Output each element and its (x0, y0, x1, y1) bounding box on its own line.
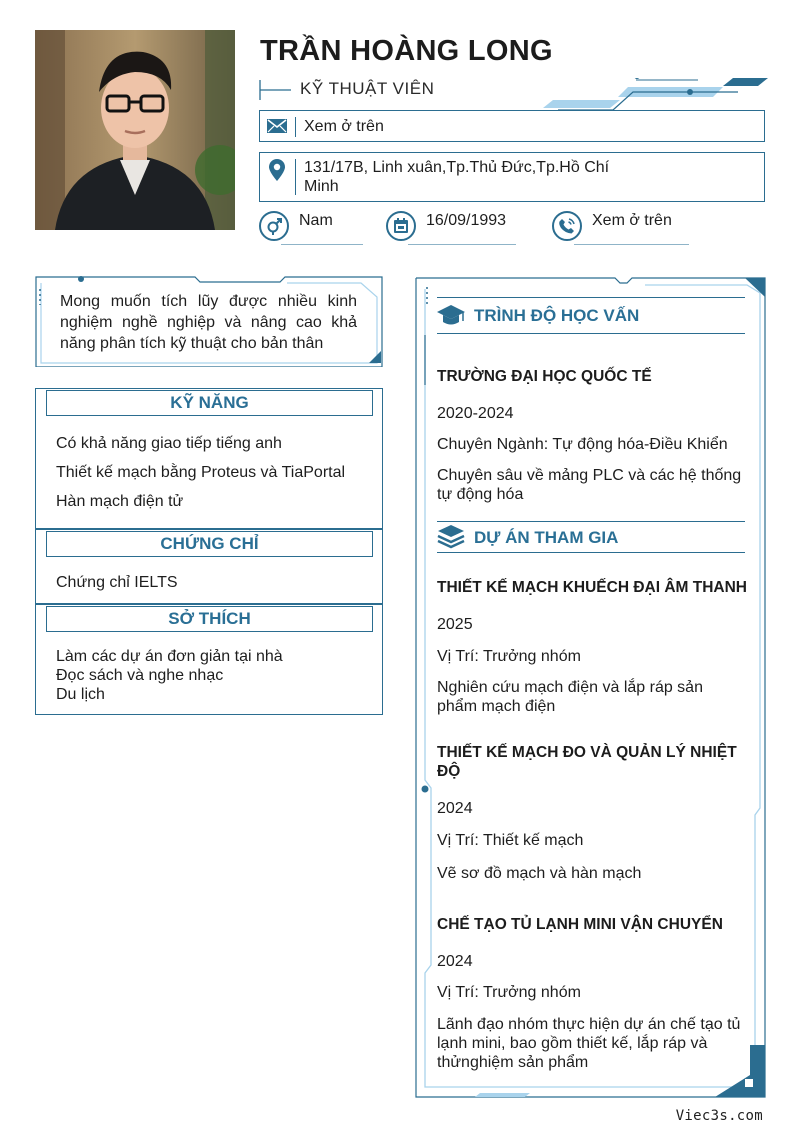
profile-photo (35, 30, 235, 230)
education-description: Chuyên sâu về mảng PLC và các hệ thống tự động hóa (437, 467, 742, 503)
divider (437, 297, 745, 298)
divider (437, 333, 745, 334)
email-value: Xem ở trên (304, 118, 384, 135)
project-name: CHẾ TẠO TỦ LẠNH MINI VẬN CHUYỂN (437, 916, 723, 933)
field-separator (295, 159, 296, 195)
phone-value: Xem ở trên (592, 212, 672, 229)
birthday-info (386, 211, 521, 251)
hobby-item: Du lịch (56, 686, 105, 703)
project-name: THIẾT KẾ MẠCH KHUẾCH ĐẠI ÂM THANH (437, 579, 747, 596)
project-description: Lãnh đạo nhóm thực hiện dự án chế tạo tủ lạnh mini, bao gồm thiết kế, lắp ráp và thửnghiệm sản phẩm (437, 1016, 741, 1071)
project-role: Vị Trí: Thiết kế mạch (437, 832, 584, 849)
candidate-name: TRẦN HOÀNG LONG (260, 35, 553, 67)
hobbies-title: SỞ THÍCH (46, 606, 373, 632)
project-description: Nghiên cứu mạch điện và lắp ráp sản phẩm mạch điện (437, 679, 703, 715)
email-field (259, 110, 765, 142)
job-title: KỸ THUẬT VIÊN (300, 79, 435, 98)
project-description: Vẽ sơ đồ mạch và hàn mạch (437, 865, 642, 882)
skill-item: Thiết kế mạch bằng Proteus và TiaPortal (56, 464, 346, 481)
project-year: 2024 (437, 953, 473, 970)
underline (281, 244, 363, 245)
education-major: Chuyên Ngành: Tự động hóa-Điều Khiển (437, 436, 728, 453)
job-title-row (258, 78, 768, 102)
skill-item: Hàn mạch điện tử (56, 493, 184, 510)
calendar-icon (386, 211, 416, 241)
layers-icon (437, 524, 465, 555)
phone-info (552, 211, 692, 251)
hobby-item: Đọc sách và nghe nhạc (56, 667, 224, 684)
education-years: 2020-2024 (437, 405, 514, 422)
hobby-item: Làm các dự án đơn giản tại nhà (56, 648, 283, 665)
location-pin-icon (260, 153, 294, 201)
objective-text: Mong muốn tích lũy được nhiều kinh nghiệm nghề nghiệp và nâng cao khả năng phân tích kỹ thuật cho bản thân (60, 293, 357, 352)
gender-icon (259, 211, 289, 241)
underline (408, 244, 516, 245)
envelope-icon (260, 111, 294, 141)
divider (437, 552, 745, 553)
project-role: Vị Trí: Trưởng nhóm (437, 648, 581, 665)
address-field (259, 152, 765, 202)
project-name: THIẾT KẾ MẠCH ĐO VÀ QUẢN LÝ NHIỆT ĐỘ (437, 744, 737, 780)
project-role: Vị Trí: Trưởng nhóm (437, 984, 581, 1001)
field-separator (295, 117, 296, 137)
project-year: 2025 (437, 616, 473, 633)
project-year: 2024 (437, 800, 473, 817)
objective-card (35, 275, 383, 367)
graduation-cap-icon (437, 303, 465, 332)
education-title: TRÌNH ĐỘ HỌC VẤN (474, 306, 640, 325)
gender-value: Nam (299, 212, 333, 229)
gender-info (259, 211, 369, 251)
divider (437, 521, 745, 522)
footer-brand: Viec3s.com (675, 1108, 763, 1124)
skill-item: Có khả năng giao tiếp tiếng anh (56, 435, 282, 452)
skills-title: KỸ NĂNG (46, 390, 373, 416)
certificate-item: Chứng chỉ IELTS (56, 574, 178, 591)
skills-section (35, 388, 383, 529)
certificates-section (35, 529, 383, 604)
school-name: TRƯỜNG ĐẠI HỌC QUỐC TẾ (437, 368, 652, 385)
projects-title: DỰ ÁN THAM GIA (474, 528, 619, 547)
underline (574, 244, 689, 245)
phone-icon (552, 211, 582, 241)
hobbies-section (35, 604, 383, 715)
certificates-title: CHỨNG CHỈ (46, 531, 373, 557)
address-value: 131/17B, Linh xuân,Tp.Thủ Đức,Tp.Hồ Chí Minh (304, 159, 610, 195)
birthday-value: 16/09/1993 (426, 212, 507, 229)
